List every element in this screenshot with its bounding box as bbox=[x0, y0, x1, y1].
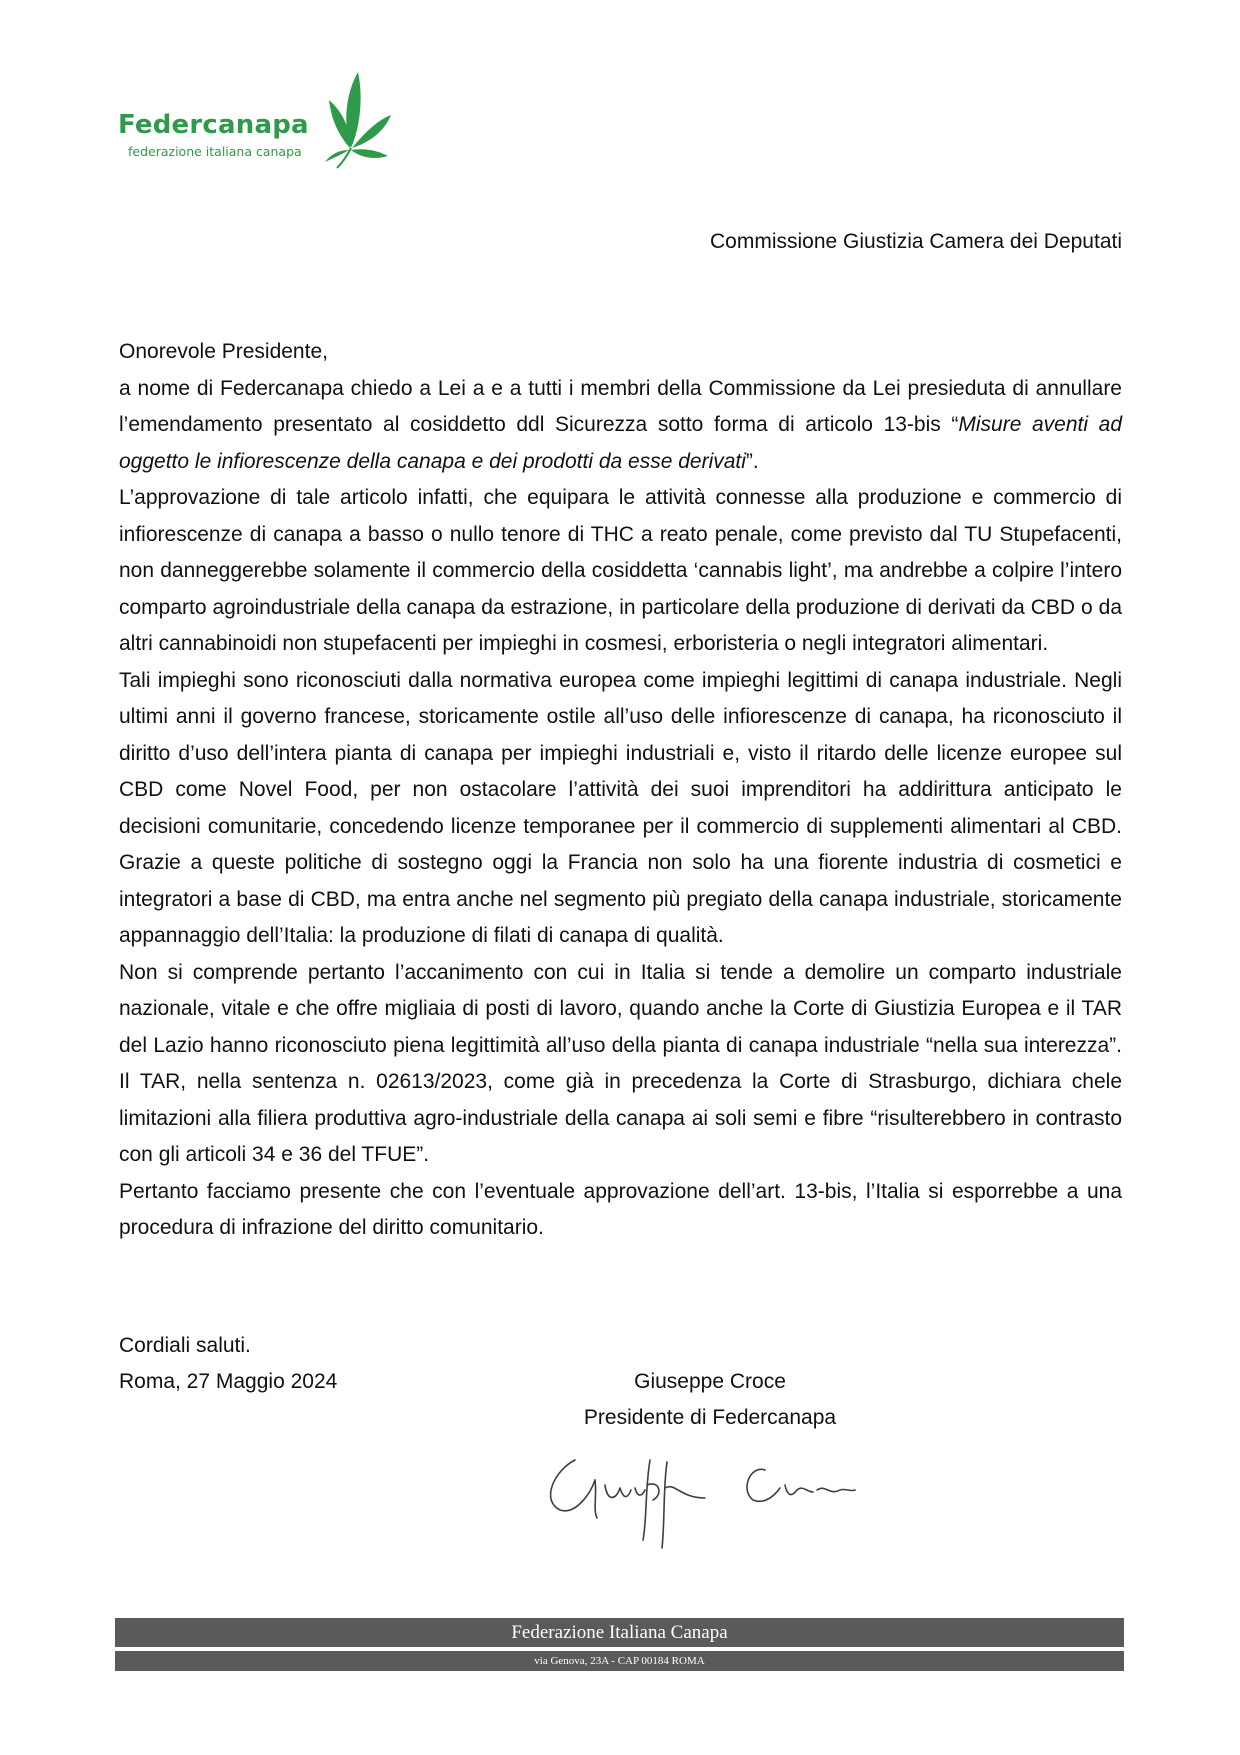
paragraph-1-text: a nome di Federcanapa chiedo a Lei a e a tutti i membri della Commissione da Lei presieduta di annullare l’emendamento presentato al cosiddetto ddl Sicurezza sotto forma di articolo 13-bis “ bbox=[119, 376, 1122, 436]
place-date: Roma, 27 Maggio 2024 bbox=[119, 1370, 338, 1393]
paragraph-5: Pertanto facciamo presente che con l’eventuale approvazione dell’art. 13-bis, l’Italia si esporrebbe a una procedura di infrazione del diritto comunitario. bbox=[119, 1179, 1122, 1239]
logo-name: Federcanapa bbox=[118, 110, 309, 140]
signer-name: Giuseppe Croce bbox=[634, 1370, 786, 1393]
closing: Cordiali saluti. bbox=[119, 1334, 251, 1357]
salutation: Onorevole Presidente, bbox=[119, 340, 328, 363]
footer-org: Federazione Italiana Canapa bbox=[115, 1618, 1124, 1647]
footer-address: via Genova, 23A - CAP 00184 ROMA bbox=[115, 1651, 1124, 1671]
handwritten-signature bbox=[535, 1440, 905, 1550]
paragraph-2: L’approvazione di tale articolo infatti, che equipara le attività connesse alla produzione e commercio di infiorescenze di canapa a basso o nullo tenore di THC a reato penale, come previsto dal TU Stupefacenti, non danneggerebbe solamente il commercio della cosiddetta ‘cannabis light’, ma andrebbe a colpire l’intero comparto agroindustriale della canapa da estrazione, in particolare della produzione di derivati da CBD o da altri cannabinoidi non stupefacenti per impieghi in cosmesi, erboristeria o negli integratori alimentari. bbox=[119, 486, 1122, 655]
logo-tagline: federazione italiana canapa bbox=[128, 144, 302, 159]
letter-body bbox=[119, 334, 1122, 1247]
article-title: Misure aventi ad oggetto le infiorescenze della canapa e dei prodotti da esse derivati bbox=[119, 413, 1122, 473]
paragraph-1-end: ”. bbox=[745, 449, 759, 473]
paragraph-1 bbox=[119, 371, 1122, 481]
paragraph-4: Non si comprende pertanto l’accanimento con cui in Italia si tende a demolire un comparto industriale nazionale, vitale e che offre migliaia di posti di lavoro, quando anche la Corte di Giustizia Europea e il TAR del Lazio hanno riconosciuto piena legittimità all’uso della pianta di canapa industriale “nella sua interezza”. Il TAR, nella sentenza n. 02613/2023, come già in precedenza la Corte di Strasburgo, dichiara chele limitazioni alla filiera produttiva agro-industriale della canapa ai soli semi e fibre “risulterebbero in contrasto con gli articoli 34 e 36 del TFUE”. bbox=[119, 960, 1122, 1166]
signer-role: Presidente di Federcanapa bbox=[583, 1406, 837, 1429]
paragraph-3: Tali impieghi sono riconosciuti dalla normativa europea come impieghi legittimi di canapa industriale. Negli ultimi anni il governo francese, storicamente ostile all’uso delle infiorescenze di canapa, ha riconosciuto il diritto d’uso dell’intera pianta di canapa per impieghi industriali e, visto il ritardo delle licenze europee sul CBD come Novel Food, per non ostacolare l’attività dei suoi imprenditori ha addirittura anticipato le decisioni comunitarie, concedendo licenze temporanee per il commercio di supplementi alimentari al CBD. Grazie a queste politiche di sostegno oggi la Francia non solo ha una fiorente industria di cosmetici e integratori a base di CBD, ma entra anche nel segmento più pregiato della canapa industriale, storicamente appannaggio dell’Italia: la produzione di filati di canapa di qualità. bbox=[119, 668, 1122, 947]
footer-bar bbox=[115, 1618, 1124, 1671]
hemp-leaf-icon bbox=[303, 70, 393, 170]
recipient: Commissione Giustizia Camera dei Deputati bbox=[710, 230, 1122, 253]
federcanapa-logo bbox=[118, 70, 378, 170]
